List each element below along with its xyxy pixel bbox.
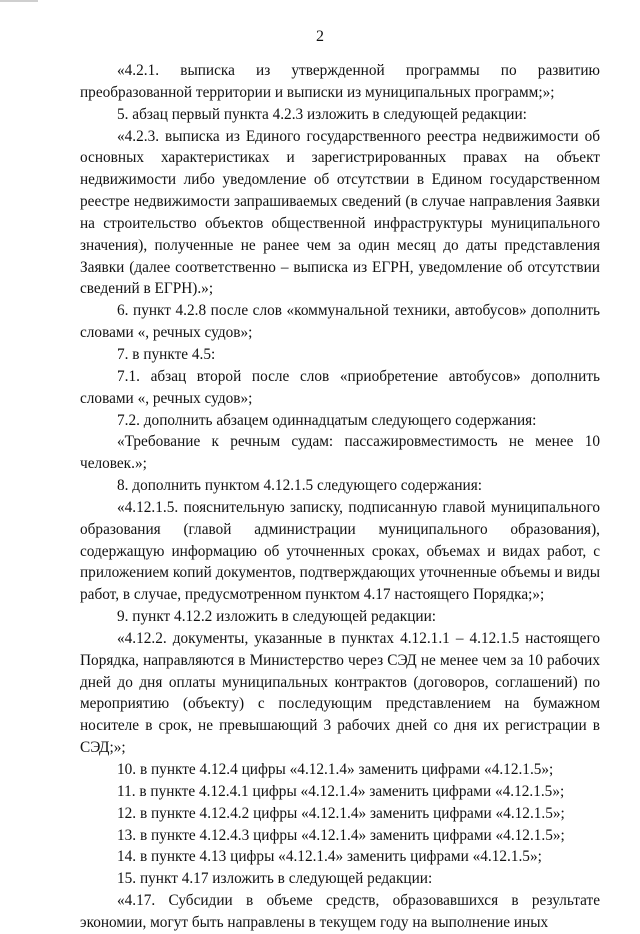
paragraph: 7. в пункте 4.5: (117, 345, 216, 363)
scan-edge-mark (0, 0, 38, 2)
paragraph: 7.1. абзац второй после слов «приобретение автобусов» дополнить словами «, речных судов»; (80, 367, 600, 407)
paragraph: 6. пункт 4.2.8 после слов «коммунальной техники, автобусов» дополнить словами «, речных судов»; (80, 302, 600, 342)
document-body (80, 60, 600, 934)
paragraph: «4.2.1. выписка из утвержденной программы по развитию преобразованной территории и выписки из муниципальных программ;»; (80, 62, 600, 101)
paragraph: «4.17. Субсидии в объеме средств, образовавшихся в результате экономии, могут быть направлены в текущем году на выполнение иных (80, 892, 600, 931)
page-number: 2 (316, 28, 324, 45)
paragraph: 13. в пункте 4.12.4.3 цифры «4.12.1.4» заменить цифрами «4.12.1.5»; (117, 826, 565, 844)
paragraph: 14. в пункте 4.13 цифры «4.12.1.4» заменить цифрами «4.12.1.5»; (117, 848, 542, 866)
paragraph: «4.2.3. выписка из Единого государственного реестра недвижимости об основных характеристиках и зарегистрированных правах на объект недвижимости либо уведомление об отсутствии в Едином государственном реестре недвижимости запрашиваемых сведений (в случае направления Заявки на строительство объектов общественной инфраструктуры муниципального значения), полученные не ранее чем за один месяц до даты представления Заявки (далее соответственно – выписка из ЕГРН, уведомление об отсутствии сведений в ЕГРН).»; (80, 127, 600, 298)
paragraph: «4.12.1.5. пояснительную записку, подписанную главой муниципального образования (главой администрации муниципального образования), содержащую информацию об уточненных сроках, объемах и видах работ, с приложением копий документов, подтверждающих уточненные объемы и виды работ, в случае, предусмотренном пунктом 4.17 настоящего Порядка;»; (80, 498, 600, 604)
paragraph: 5. абзац первый пункта 4.2.3 изложить в следующей редакции: (117, 105, 527, 123)
paragraph: «Требование к речным судам: пассажировместимость не менее 10 человек.»; (80, 433, 600, 473)
paragraph: 7.2. дополнить абзацем одиннадцатым следующего содержания: (117, 411, 537, 429)
paragraph: 11. в пункте 4.12.4.1 цифры «4.12.1.4» заменить цифрами «4.12.1.5»; (117, 782, 565, 800)
paragraph: 15. пункт 4.17 изложить в следующей редакции: (117, 870, 433, 888)
paragraph: 8. дополнить пунктом 4.12.1.5 следующего содержания: (117, 477, 483, 495)
paragraph: «4.12.2. документы, указанные в пунктах 4.12.1.1 – 4.12.1.5 настоящего Порядка, направляются в Министерство через СЭД не менее чем за 10 рабочих дней до дня оплаты муниципальных контрактов (договоров, соглашений) по мероприятию (объекту) с последующим представлением на бумажном носителе в срок, не превышающий 3 рабочих дней со дня их регистрации в СЭД;»; (80, 629, 600, 757)
paragraph: 12. в пункте 4.12.4.2 цифры «4.12.1.4» заменить цифрами «4.12.1.5»; (117, 804, 565, 822)
paragraph: 10. в пункте 4.12.4 цифры «4.12.1.4» заменить цифрами «4.12.1.5»; (117, 761, 554, 778)
paragraph: 9. пункт 4.12.2 изложить в следующей редакции: (117, 608, 437, 626)
